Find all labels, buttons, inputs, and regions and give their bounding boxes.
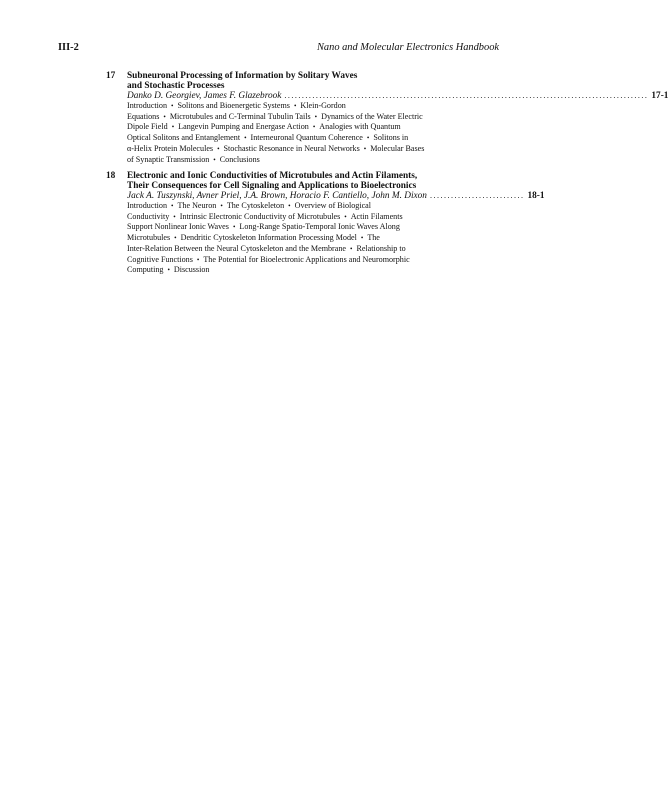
section-title[interactable]: Actin Filaments xyxy=(350,211,403,221)
dot-leader: ........................... xyxy=(429,191,525,200)
section-title[interactable]: Introduction xyxy=(127,101,168,110)
section-title[interactable]: Langevin Pumping and Energase Action xyxy=(178,122,309,132)
section-list xyxy=(127,201,499,276)
section-title[interactable]: Inter-Relation Between the Neural Cytoskeleton and the Membrane xyxy=(127,243,346,253)
bullet-separator: • xyxy=(213,155,216,164)
bullet-separator: • xyxy=(220,202,223,210)
section-title[interactable]: Relationship to xyxy=(356,243,406,253)
bullet-separator: • xyxy=(232,223,236,232)
section-title[interactable]: Overview of Biological xyxy=(294,201,372,210)
section-title[interactable]: Analogies with Quantum xyxy=(319,122,401,132)
section-line xyxy=(127,222,499,233)
bullet-separator: • xyxy=(217,144,220,153)
section-title[interactable]: Dynamics of the Water Electric xyxy=(321,111,423,121)
section-line xyxy=(127,255,499,266)
section-title[interactable]: Cognitive Functions xyxy=(127,254,193,264)
section-title[interactable]: Stochastic Resonance in Neural Networks xyxy=(223,143,360,153)
section-title[interactable]: The Potential for Bioelectronic Applications and Neuromorphic xyxy=(203,254,410,264)
section-title[interactable]: Dipole Field xyxy=(127,122,168,132)
section-title[interactable]: α-Helix Protein Molecules xyxy=(127,143,214,153)
section-line xyxy=(127,122,499,133)
chapter-authors: Jack A. Tuszynski, Avner Priel, J.A. Brown, Horacio F. Cantiello, John M. Dixon xyxy=(127,191,427,201)
chapter-number: 18 xyxy=(106,171,116,181)
running-title: Nano and Molecular Electronics Handbook xyxy=(317,42,499,53)
section-title[interactable]: Discussion xyxy=(173,265,210,275)
dot-leader: ........................................................................................................ xyxy=(284,91,649,100)
chapter-authors: Danko D. Georgiev, James F. Glazebrook xyxy=(127,91,282,101)
bullet-separator: • xyxy=(171,123,175,132)
bullet-separator: • xyxy=(171,202,174,210)
page-header xyxy=(58,42,499,58)
chapter-title[interactable] xyxy=(127,171,499,191)
section-line xyxy=(127,212,499,223)
section-line xyxy=(127,144,499,155)
bullet-separator: • xyxy=(167,266,170,275)
section-title[interactable]: of Synaptic Transmission xyxy=(127,154,210,164)
bullet-separator: • xyxy=(196,255,200,264)
bullet-separator: • xyxy=(349,244,353,253)
section-line xyxy=(127,133,499,144)
chapter-number: 17 xyxy=(106,71,116,81)
authors-line xyxy=(127,191,545,201)
section-list xyxy=(127,101,499,165)
section-line xyxy=(127,101,499,112)
bullet-separator: • xyxy=(244,134,247,143)
section-title[interactable]: Computing xyxy=(127,265,164,275)
bullet-separator: • xyxy=(312,123,316,132)
section-line xyxy=(127,201,499,212)
section-title[interactable]: The Cytoskeleton xyxy=(226,201,285,210)
chapter-title-line: Subneuronal Processing of Information by Solitary Waves xyxy=(127,71,358,81)
bullet-separator: • xyxy=(173,212,176,221)
bullet-separator: • xyxy=(288,202,291,210)
section-title[interactable]: Microtubules xyxy=(127,233,171,243)
chapter-title-line: and Stochastic Processes xyxy=(127,81,225,91)
section-title[interactable]: Klein-Gordon xyxy=(300,101,346,110)
section-title[interactable]: Interneuronal Quantum Coherence xyxy=(250,133,363,143)
section-title[interactable]: Long-Range Spatio-Temporal Ionic Waves Along xyxy=(239,222,400,232)
toc-entry-17[interactable] xyxy=(106,71,668,165)
section-title[interactable]: Equations xyxy=(127,111,160,121)
bullet-separator: • xyxy=(360,234,364,243)
section-line xyxy=(127,244,499,255)
bullet-separator: • xyxy=(314,112,318,121)
chapter-title[interactable] xyxy=(127,71,499,91)
section-line xyxy=(127,155,499,166)
bullet-separator: • xyxy=(171,102,174,110)
section-title[interactable]: Optical Solitons and Entanglement xyxy=(127,133,241,143)
section-title[interactable]: Microtubules and C-Terminal Tubulin Tails xyxy=(169,111,311,121)
section-title[interactable]: Support Nonlinear Ionic Waves xyxy=(127,222,229,232)
page-number: III-2 xyxy=(58,42,79,53)
section-title[interactable]: Conclusions xyxy=(219,154,260,164)
bullet-separator: • xyxy=(293,102,297,110)
section-title[interactable]: The Neuron xyxy=(177,201,217,210)
bullet-separator: • xyxy=(163,112,166,121)
section-title[interactable]: Solitons in xyxy=(373,133,409,143)
section-title[interactable]: The xyxy=(367,233,380,243)
chapter-title-line: Electronic and Ionic Conductivities of Microtubules and Actin Filaments, xyxy=(127,171,418,181)
bullet-separator: • xyxy=(363,144,367,153)
chapter-page-link[interactable]: 18-1 xyxy=(527,191,545,201)
section-title[interactable]: Conductivity xyxy=(127,211,170,221)
toc-entry-18[interactable] xyxy=(106,171,545,276)
chapter-page-link[interactable]: 17-1 xyxy=(651,91,668,101)
section-title[interactable]: Intrinsic Electronic Conductivity of Microtubules xyxy=(179,211,341,221)
section-title[interactable]: Molecular Bases xyxy=(370,143,425,153)
section-line xyxy=(127,233,499,244)
bullet-separator: • xyxy=(174,234,177,243)
section-line xyxy=(127,112,499,123)
section-title[interactable]: Introduction xyxy=(127,201,168,210)
section-line xyxy=(127,265,499,276)
section-title[interactable]: Dendritic Cytoskeleton Information Processing Model xyxy=(180,233,357,243)
section-title[interactable]: Solitons and Bioenergetic Systems xyxy=(177,101,290,110)
bullet-separator: • xyxy=(366,134,370,143)
chapter-title-line: Their Consequences for Cell Signaling and Applications to Bioelectronics xyxy=(127,181,417,191)
authors-line xyxy=(127,91,668,101)
bullet-separator: • xyxy=(344,212,347,221)
